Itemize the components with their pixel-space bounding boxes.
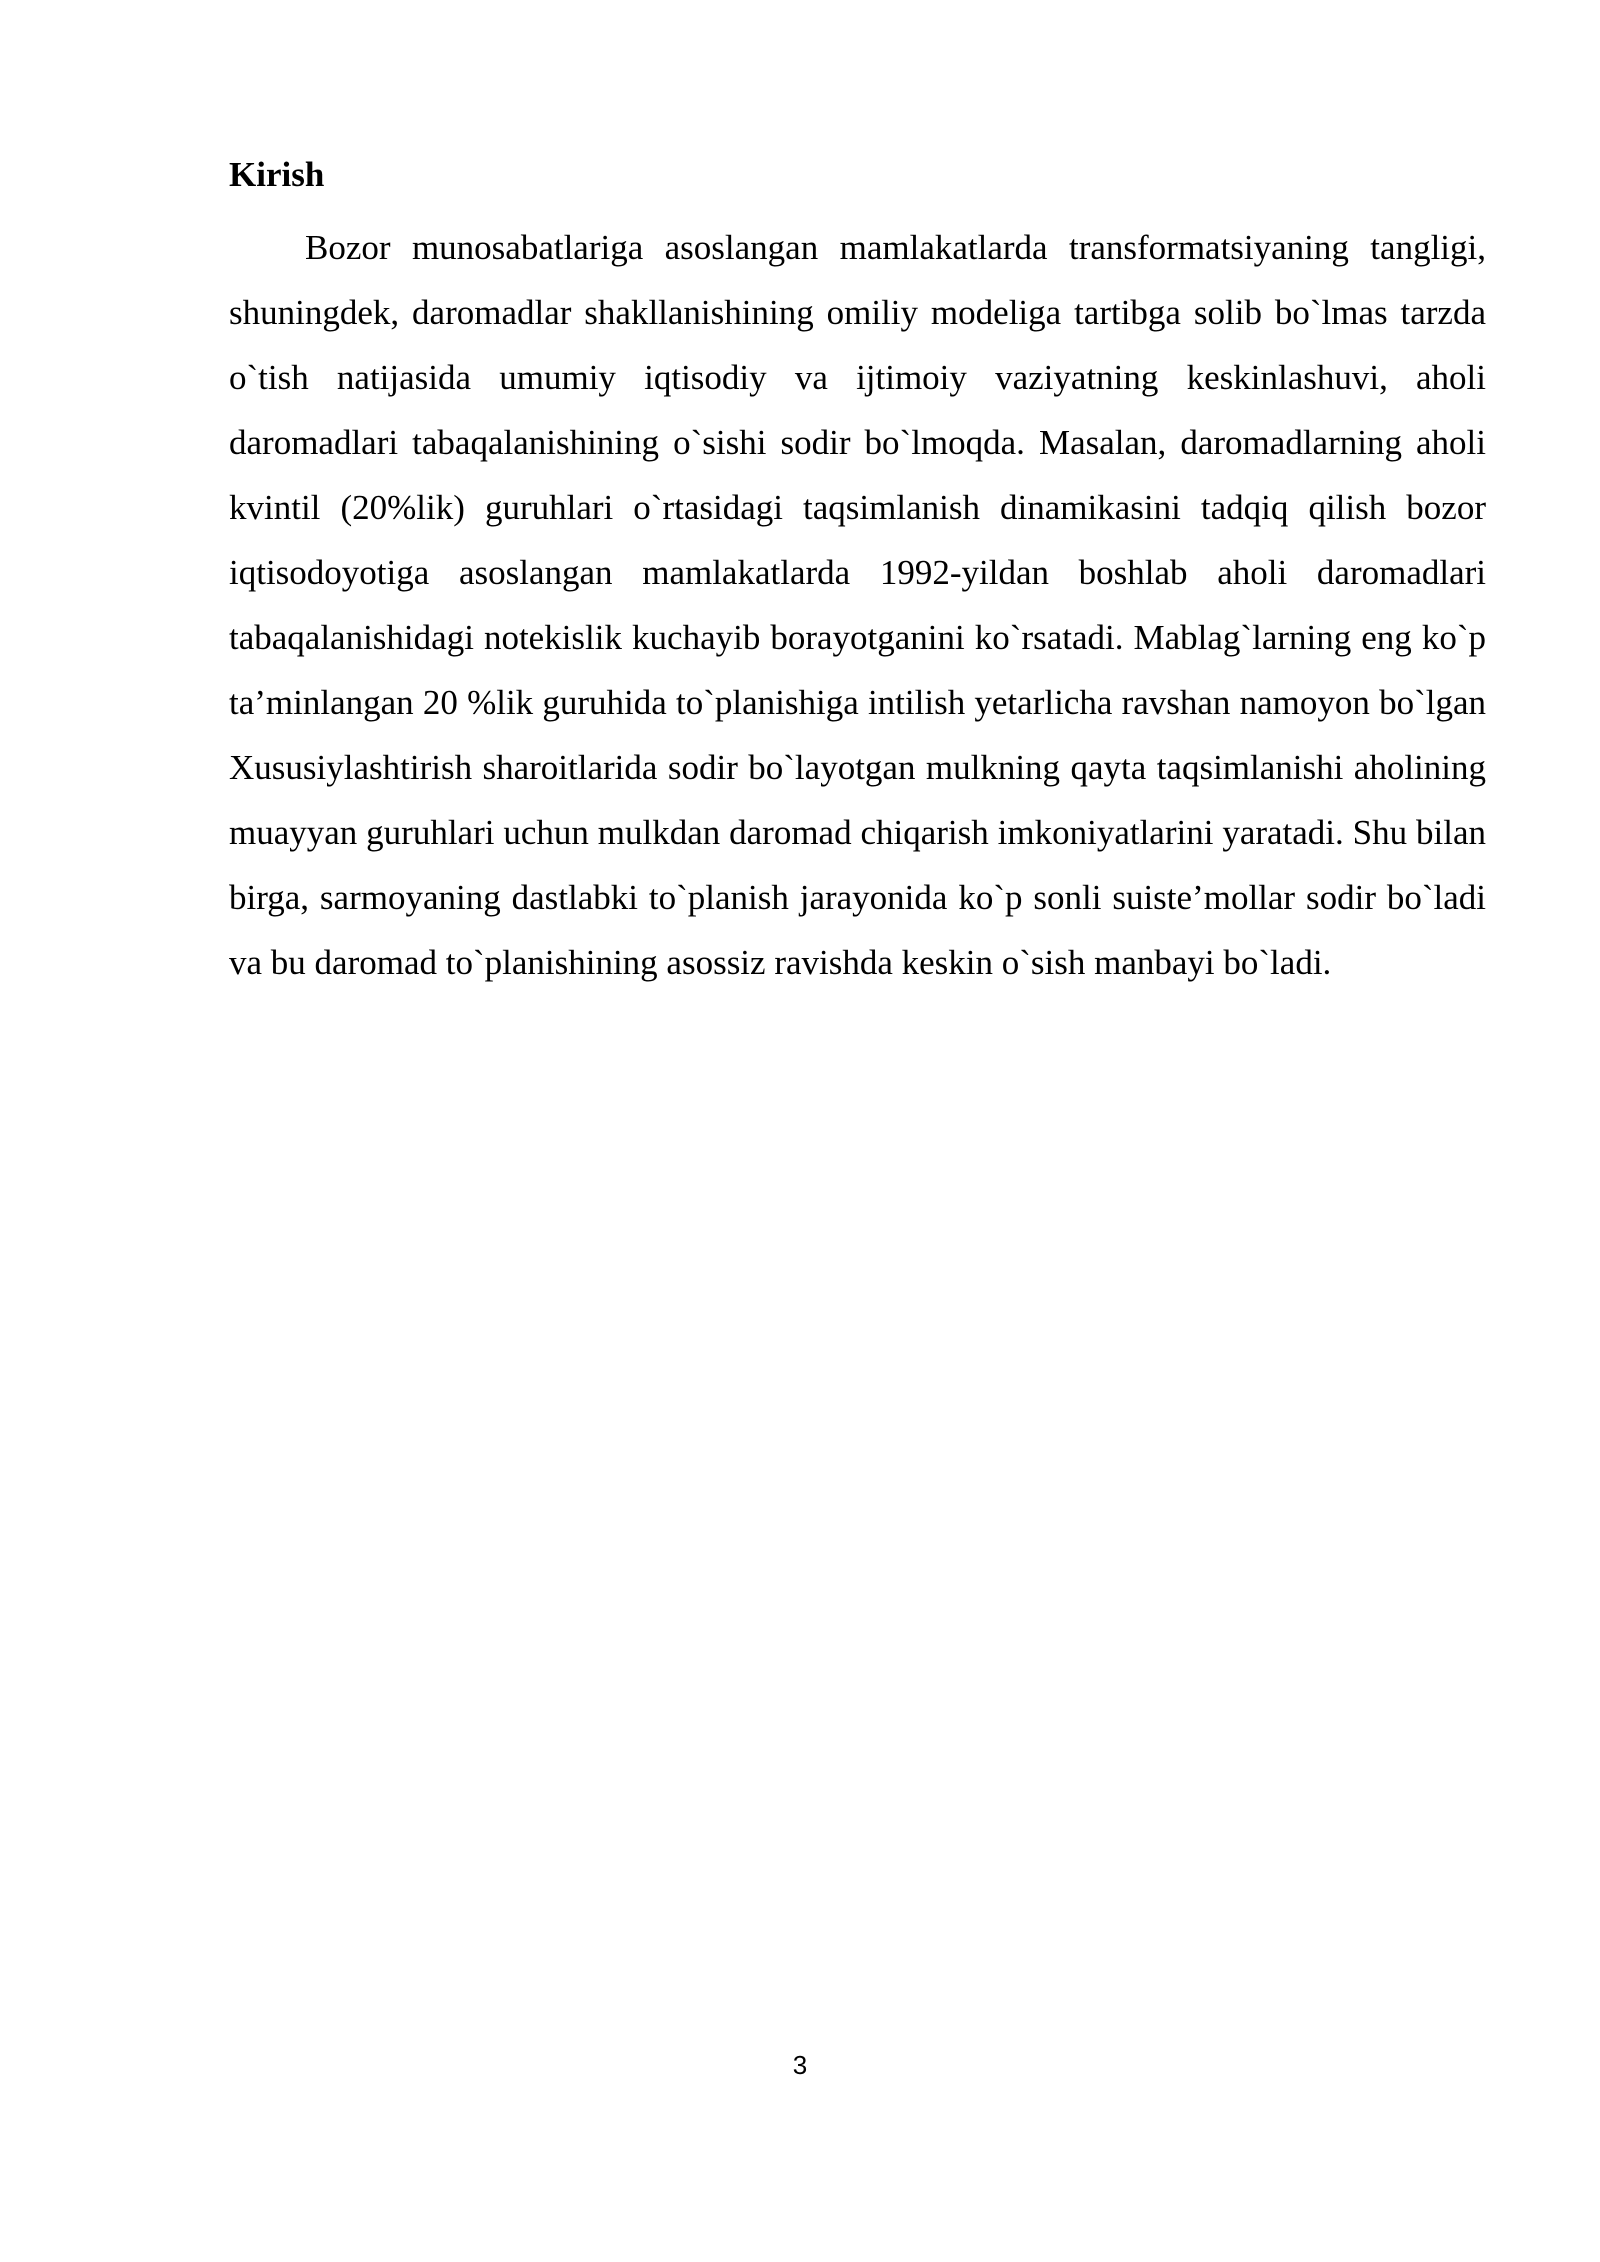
section-heading: Kirish (229, 155, 325, 194)
page-content (229, 150, 1486, 995)
body-paragraph: Bozor munosabatlariga asoslangan mamlakatlarda transformatsiyaning tangligi, shuningdek, daromadlar shakllanishining omiliy modeliga tartibga solib bo`lmas tarzda o`tish natijasida umumiy iqtisodiy va ijtimoiy vaziyatning keskinlashuvi, aholi daromadlari tabaqalanishining o`sishi sodir bo`lmoqda. Masalan, daromadlarning aholi kvintil (20%lik) guruhlari o`rtasidagi taqsimlanish dinamikasini tadqiq qilish bozor iqtisodoyotiga asoslangan mamlakatlarda 1992-yildan boshlab aholi daromadlari tabaqalanishidagi notekislik kuchayib borayotganini ko`rsatadi. Mablag`larning eng ko`p ta’minlangan 20 %lik guruhida to`planishiga intilish yetarlicha ravshan namoyon bo`lgan Xususiylashtirish sharoitlarida sodir bo`layotgan mulkning qayta taqsimlanishi aholining muayyan guruhlari uchun mulkdan daromad chiqarish imkoniyatlarini yaratadi. Shu bilan birga, sarmoyaning dastlabki to`planish jarayonida ko`p sonli suiste’mollar sodir bo`ladi va bu daromad to`planishining asossiz ravishda keskin o`sish manbayi bo`ladi. (229, 228, 1486, 982)
page-number: 3 (792, 2050, 808, 2080)
